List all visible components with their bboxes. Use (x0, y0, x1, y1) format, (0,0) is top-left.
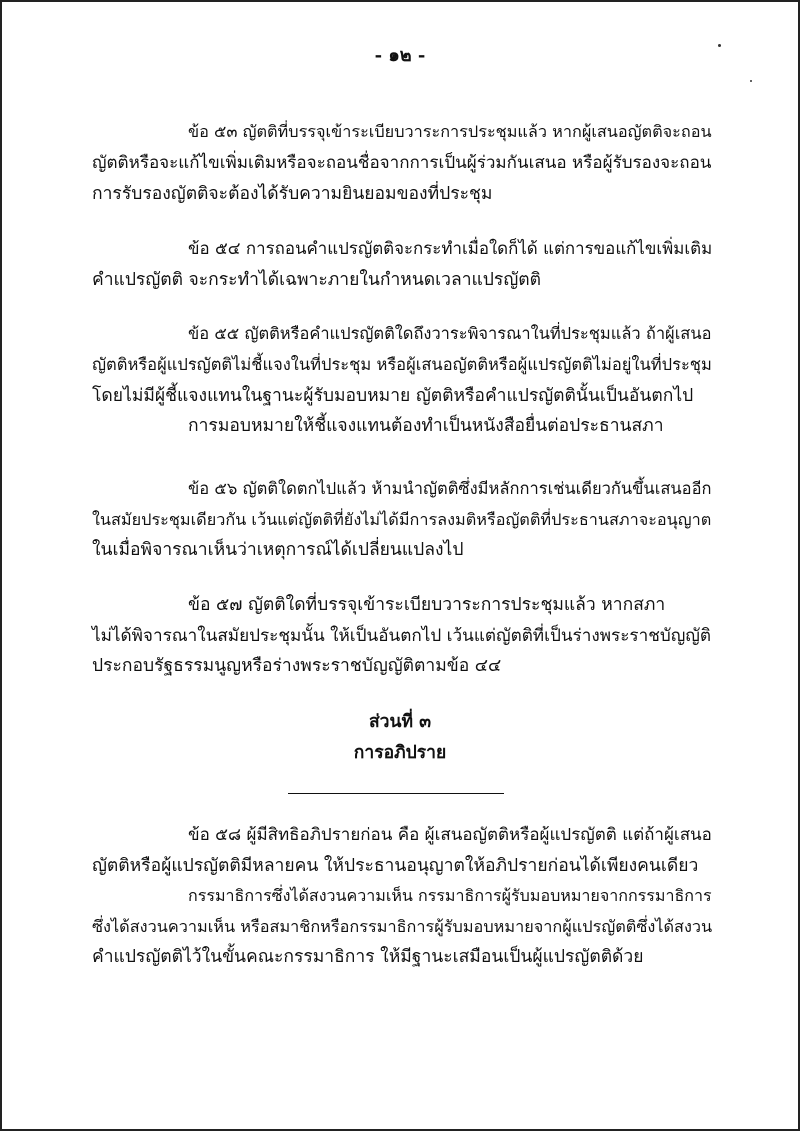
article-56-line-1: ข้อ ๕๖ ญัตติใดตกไปแล้ว ห้ามนำญัตติซึ่งมีหลักการเช่นเดียวกันขึ้นเสนออีก (188, 479, 712, 498)
article-57-line-3: ประกอบรัฐธรรมนูญหรือร่างพระราชบัญญัติตามข้อ ๔๔ (92, 656, 502, 676)
article-57-line-2: ไม่ได้พิจารณาในสมัยประชุมนั้น ให้เป็นอันตกไป เว้นแต่ญัตติที่เป็นร่างพระราชบัญญัติ (92, 626, 712, 646)
article-58-line-5: คำแปรญัตติไว้ในขั้นคณะกรรมาธิการ ให้มีฐานะเสมือนเป็นผู้แปรญัตติด้วย (92, 947, 644, 967)
article-58-line-1: ข้อ ๕๘ ผู้มีสิทธิอภิปรายก่อน คือ ผู้เสนอญัตติหรือผู้แปรญัตติ แต่ถ้าผู้เสนอ (188, 825, 712, 845)
section-title: การอภิปราย (353, 743, 447, 763)
article-58-line-4: ซึ่งได้สงวนความเห็น หรือสมาชิกหรือกรรมาธิการผู้รับมอบหมายจากผู้แปรญัตติซึ่งได้สงวน (92, 917, 713, 936)
article-57-line-1: ข้อ ๕๗ ญัตติใดที่บรรจุเข้าระเบียบวาระการประชุมแล้ว หากสภา (188, 595, 666, 615)
article-56-line-2: ในสมัยประชุมเดียวกัน เว้นแต่ญัตติที่ยังไม่ได้มีการลงมติหรือญัตติที่ประธานสภาจะอนุญาต (92, 510, 712, 529)
article-54-line-1: ข้อ ๕๔ การถอนคำแปรญัตติจะกระทำเมื่อใดก็ได้ แต่การขอแก้ไขเพิ่มเติม (188, 238, 713, 258)
article-55-line-2: ญัตติหรือผู้แปรญัตติไม่ชี้แจงในที่ประชุม หรือผู้เสนอญัตติหรือผู้แปรญัตติไม่อยู่ในที่ประชุม (92, 355, 712, 374)
article-56-line-3: ในเมื่อพิจารณาเห็นว่าเหตุการณ์ได้เปลี่ยนแปลงไป (92, 540, 464, 560)
article-58-line-2: ญัตติหรือผู้แปรญัตติมีหลายคน ให้ประธานอนุญาตให้อภิปรายก่อนได้เพียงคนเดียว (92, 856, 699, 876)
article-55-line-3: โดยไม่มีผู้ชี้แจงแทนในฐานะผู้รับมอบหมาย ญัตติหรือคำแปรญัตตินั้นเป็นอันตกไป (92, 386, 694, 406)
article-55-line-4: การมอบหมายให้ชี้แจงแทนต้องทำเป็นหนังสือยื่นต่อประธานสภา (188, 416, 664, 436)
page-number: - ๑๒ - (374, 45, 426, 66)
article-53-line-1: ข้อ ๕๓ ญัตติที่บรรจุเข้าระเบียบวาระการประชุมแล้ว หากผู้เสนอญัตติจะถอน (188, 122, 712, 141)
article-55-line-1: ข้อ ๕๕ ญัตติหรือคำแปรญัตติใดถึงวาระพิจารณาในที่ประชุมแล้ว ถ้าผู้เสนอ (188, 324, 712, 343)
scan-speck (750, 80, 752, 82)
article-54-line-2: คำแปรญัตติ จะกระทำได้เฉพาะภายในกำหนดเวลาแปรญัตติ (92, 270, 541, 290)
article-53-line-3: การรับรองญัตติจะต้องได้รับความยินยอมของที่ประชุม (92, 184, 493, 204)
article-53-line-2: ญัตติหรือจะแก้ไขเพิ่มเติมหรือจะถอนชื่อจากการเป็นผู้ร่วมกันเสนอ หรือผู้รับรองจะถอน (92, 153, 712, 173)
section-number: ส่วนที่ ๓ (368, 712, 432, 732)
article-58-line-3: กรรมาธิการซึ่งได้สงวนความเห็น กรรมาธิการผู้รับมอบหมายจากกรรมาธิการ (188, 886, 712, 905)
section-divider (288, 793, 504, 794)
